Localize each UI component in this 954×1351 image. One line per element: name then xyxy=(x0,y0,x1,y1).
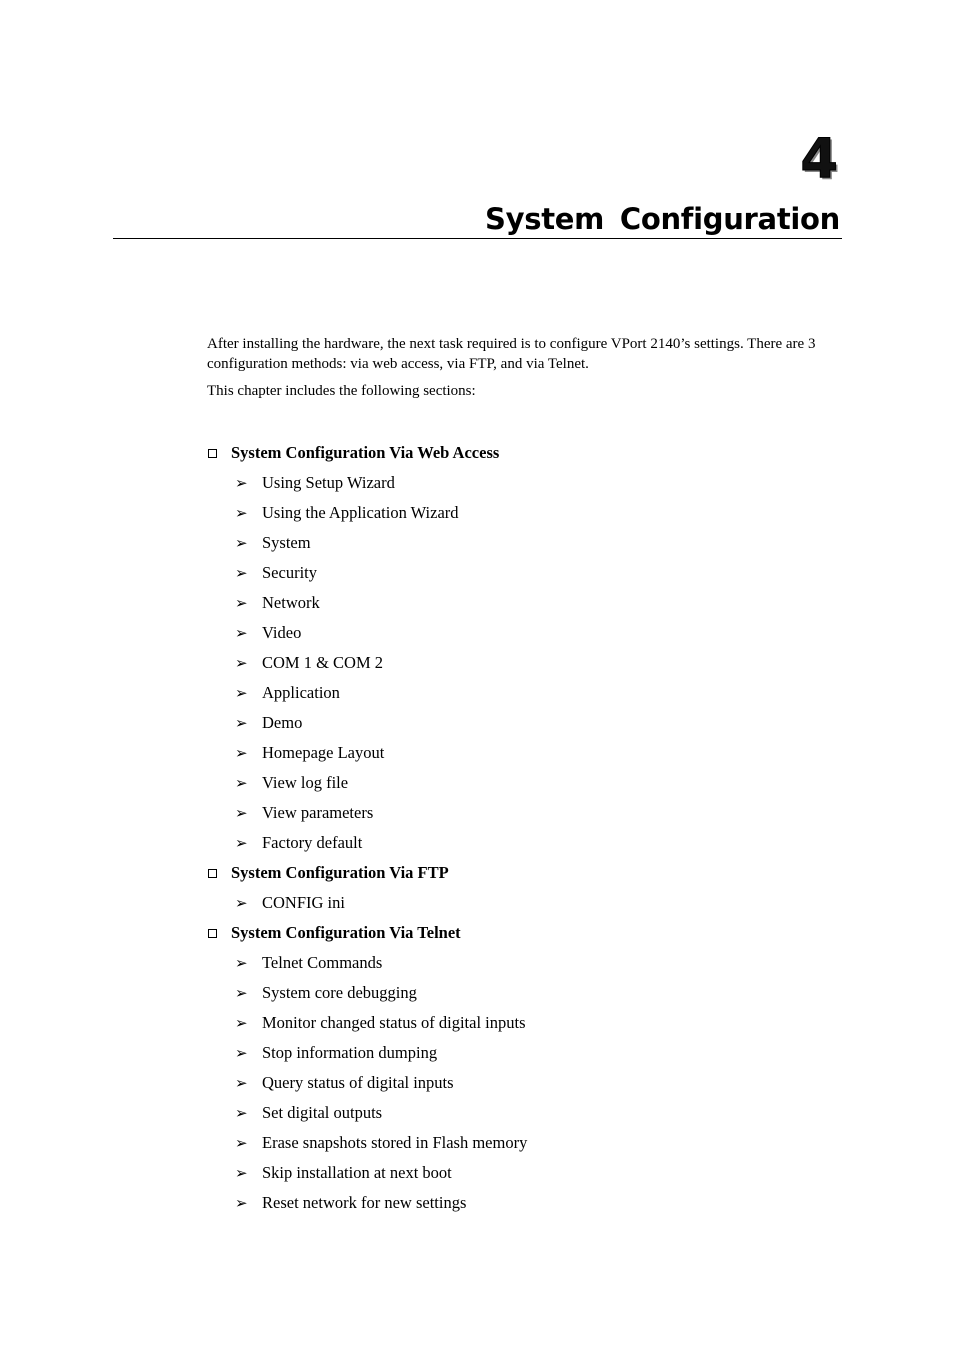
list-item xyxy=(207,648,832,678)
list-item-label: COM 1 & COM 2 xyxy=(262,653,384,672)
list-item xyxy=(207,768,832,798)
list-item xyxy=(207,1038,832,1068)
arrowhead-bullet-icon: ➢ xyxy=(235,744,248,762)
section-title: System Configuration Via FTP xyxy=(231,863,449,882)
chapter-title: System Configuration xyxy=(485,202,840,236)
list-item-label: Factory default xyxy=(262,833,363,852)
list-item-label: Skip installation at next boot xyxy=(262,1163,452,1182)
chapter-number: 4 xyxy=(800,127,838,190)
list-item-label: Stop information dumping xyxy=(262,1043,438,1062)
list-item xyxy=(207,468,832,498)
list-item xyxy=(207,1068,832,1098)
list-item-label: System core debugging xyxy=(262,983,417,1002)
arrowhead-bullet-icon: ➢ xyxy=(235,894,248,912)
list-item-label: Network xyxy=(262,593,320,612)
intro-paragraph: This chapter includes the following sections: xyxy=(207,383,476,399)
list-item-label: Demo xyxy=(262,713,303,732)
list-item-label: Erase snapshots stored in Flash memory xyxy=(262,1133,528,1152)
list-item xyxy=(207,978,832,1008)
list-item xyxy=(207,948,832,978)
list-item xyxy=(207,1008,832,1038)
arrowhead-bullet-icon: ➢ xyxy=(235,534,248,552)
list-item-label: Telnet Commands xyxy=(262,953,383,972)
arrowhead-bullet-icon: ➢ xyxy=(235,504,248,522)
list-item-label: Video xyxy=(262,623,302,642)
arrowhead-bullet-icon: ➢ xyxy=(235,834,248,852)
section-heading xyxy=(207,438,832,468)
list-item xyxy=(207,708,832,738)
arrowhead-bullet-icon: ➢ xyxy=(235,1104,248,1122)
intro xyxy=(207,335,832,410)
arrowhead-bullet-icon: ➢ xyxy=(235,714,248,732)
list-item-label: Using Setup Wizard xyxy=(262,473,395,492)
list-item xyxy=(207,558,832,588)
list-item-label: Set digital outputs xyxy=(262,1103,383,1122)
arrowhead-bullet-icon: ➢ xyxy=(235,1044,248,1062)
list-item xyxy=(207,1158,832,1188)
arrowhead-bullet-icon: ➢ xyxy=(235,804,248,822)
arrowhead-bullet-icon: ➢ xyxy=(235,984,248,1002)
arrowhead-bullet-icon: ➢ xyxy=(235,684,248,702)
list-item-label: View log file xyxy=(262,773,349,792)
arrowhead-bullet-icon: ➢ xyxy=(235,1194,248,1212)
list-item-label: Reset network for new settings xyxy=(262,1193,467,1212)
list-item xyxy=(207,1188,832,1218)
list-item xyxy=(207,498,832,528)
list-item xyxy=(207,828,832,858)
arrowhead-bullet-icon: ➢ xyxy=(235,594,248,612)
section-heading xyxy=(207,858,832,888)
section-title: System Configuration Via Telnet xyxy=(231,923,461,942)
arrowhead-bullet-icon: ➢ xyxy=(235,1164,248,1182)
intro-paragraph: After installing the hardware, the next task required is to configure VPort 2140’s settings. There are 3 configuration methods: via web access, via FTP, and via Telnet. xyxy=(207,336,816,372)
arrowhead-bullet-icon: ➢ xyxy=(235,1014,248,1032)
list-item-label: Query status of digital inputs xyxy=(262,1073,454,1092)
list-item-label: View parameters xyxy=(262,803,374,822)
arrowhead-bullet-icon: ➢ xyxy=(235,954,248,972)
list-item-label: Homepage Layout xyxy=(262,743,385,762)
list-item xyxy=(207,588,832,618)
list-item xyxy=(207,738,832,768)
checkbox-square-icon xyxy=(208,929,217,938)
arrowhead-bullet-icon: ➢ xyxy=(235,474,248,492)
list-item xyxy=(207,528,832,558)
arrowhead-bullet-icon: ➢ xyxy=(235,564,248,582)
list-item-label: Security xyxy=(262,563,317,582)
list-item-label: Using the Application Wizard xyxy=(262,503,459,522)
arrowhead-bullet-icon: ➢ xyxy=(235,1074,248,1092)
list-item-label: Monitor changed status of digital inputs xyxy=(262,1013,526,1032)
section-heading xyxy=(207,918,832,948)
section-list xyxy=(207,438,832,1218)
arrowhead-bullet-icon: ➢ xyxy=(235,1134,248,1152)
checkbox-square-icon xyxy=(208,869,217,878)
list-item-label: Application xyxy=(262,683,340,702)
list-item xyxy=(207,888,832,918)
arrowhead-bullet-icon: ➢ xyxy=(235,624,248,642)
list-item xyxy=(207,1098,832,1128)
list-item-label: CONFIG ini xyxy=(262,893,345,912)
arrowhead-bullet-icon: ➢ xyxy=(235,654,248,672)
checkbox-square-icon xyxy=(208,449,217,458)
title-divider xyxy=(113,238,842,239)
list-item xyxy=(207,798,832,828)
list-item xyxy=(207,618,832,648)
list-item xyxy=(207,1128,832,1158)
list-item-label: System xyxy=(262,533,311,552)
arrowhead-bullet-icon: ➢ xyxy=(235,774,248,792)
section-title: System Configuration Via Web Access xyxy=(231,443,500,462)
list-item xyxy=(207,678,832,708)
